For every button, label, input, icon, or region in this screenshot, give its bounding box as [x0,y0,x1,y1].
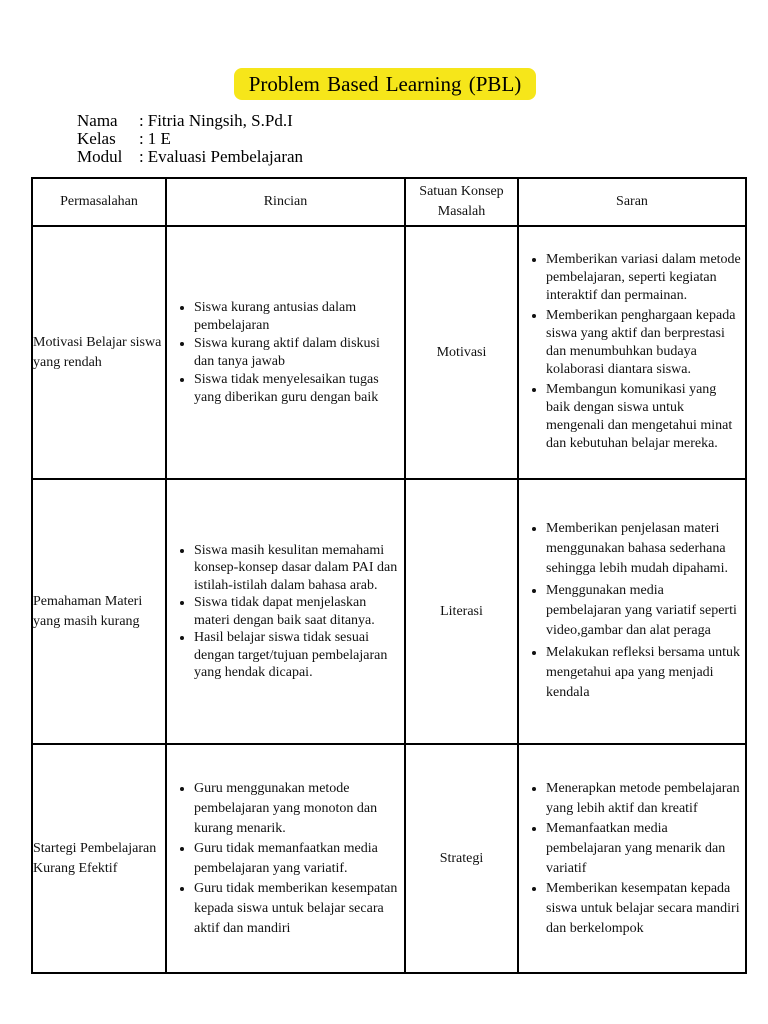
suggestions-cell [518,226,746,479]
details-list [167,299,404,407]
info-label: Kelas [77,129,116,148]
problem-cell: Motivasi Belajar siswa yang rendah [32,226,166,479]
info-label: Modul [77,147,123,166]
details-list [167,779,404,939]
list-item: • Siswa kurang antusias dalam pembelajaran [194,299,400,335]
info-value: 1 E [147,129,171,148]
info-separator: : [139,129,144,148]
suggestions-cell [518,479,746,744]
details-cell [166,744,405,973]
concept-cell: Motivasi [405,226,518,479]
info-label: Nama [77,111,118,130]
list-item: • Siswa masih kesulitan memahami konsep-konsep dasar dalam PAI dan istilah-istilah dalam bahasa arab. [194,542,400,595]
list-item: • Memberikan penjelasan materi menggunakan bahasa sederhana sehingga lebih mudah dipahami. [546,519,741,579]
list-item: • Siswa tidak menyelesaikan tugas yang diberikan guru dengan baik [194,371,400,407]
identity-block [77,112,303,166]
list-item: • Hasil belajar siswa tidak sesuai dengan target/tujuan pembelajaran yang hendak dicapai. [194,629,400,682]
list-item: • Membangun komunikasi yang baik dengan siswa untuk mengenali dan mengetahui minat dan kebutuhan belajar mereka. [546,381,741,453]
info-value: Evaluasi Pembelajaran [147,147,304,166]
details-cell [166,226,405,479]
header-satuan-konsep: Satuan Konsep Masalah [405,178,518,226]
table-row [32,744,746,973]
list-item: • Siswa kurang aktif dalam diskusi dan tanya jawab [194,335,400,371]
list-item: • Guru menggunakan metode pembelajaran yang monoton dan kurang menarik. [194,779,400,839]
info-row-nama [77,112,303,130]
table-row [32,226,746,479]
concept-cell: Literasi [405,479,518,744]
concept-cell: Strategi [405,744,518,973]
suggestions-list [519,251,745,453]
header-saran: Saran [518,178,746,226]
list-item: • Melakukan refleksi bersama untuk mengetahui apa yang menjadi kendala [546,643,741,703]
list-item: • Memanfaatkan media pembelajaran yang menarik dan variatif [546,819,741,879]
suggestions-cell [518,744,746,973]
info-value: Fitria Ningsih, S.Pd.I [147,111,293,130]
info-row-modul [77,148,303,166]
list-item: • Menggunakan media pembelajaran yang variatif seperti video,gambar dan alat peraga [546,581,741,641]
list-item: • Menerapkan metode pembelajaran yang lebih aktif dan kreatif [546,779,741,819]
suggestions-list [519,779,745,939]
info-row-kelas [77,130,303,148]
problem-cell: Pemahaman Materi yang masih kurang [32,479,166,744]
info-separator: : [139,111,144,130]
header-permasalahan: Permasalahan [32,178,166,226]
list-item: • Memberikan kesempatan kepada siswa untuk belajar secara mandiri dan berkelompok [546,879,741,939]
list-item: • Memberikan variasi dalam metode pembelajaran, seperti kegiatan interaktif dan permainan. [546,251,741,305]
details-list [167,542,404,682]
suggestions-list [519,519,745,703]
problem-cell: Startegi Pembelajaran Kurang Efektif [32,744,166,973]
list-item: • Guru tidak memanfaatkan media pembelajaran yang variatif. [194,839,400,879]
header-rincian: Rincian [166,178,405,226]
table-header-row [32,178,746,226]
details-cell [166,479,405,744]
document-title: Problem Based Learning (PBL) [234,68,536,100]
table-row [32,479,746,744]
list-item: • Memberikan penghargaan kepada siswa yang aktif dan berprestasi dan menumbuhkan budaya kolaborasi diantara siswa. [546,307,741,379]
info-separator: : [139,147,144,166]
pbl-table [31,177,747,974]
list-item: • Guru tidak memberikan kesempatan kepada siswa untuk belajar secara aktif dan mandiri [194,879,400,939]
list-item: • Siswa tidak dapat menjelaskan materi dengan baik saat ditanya. [194,594,400,629]
